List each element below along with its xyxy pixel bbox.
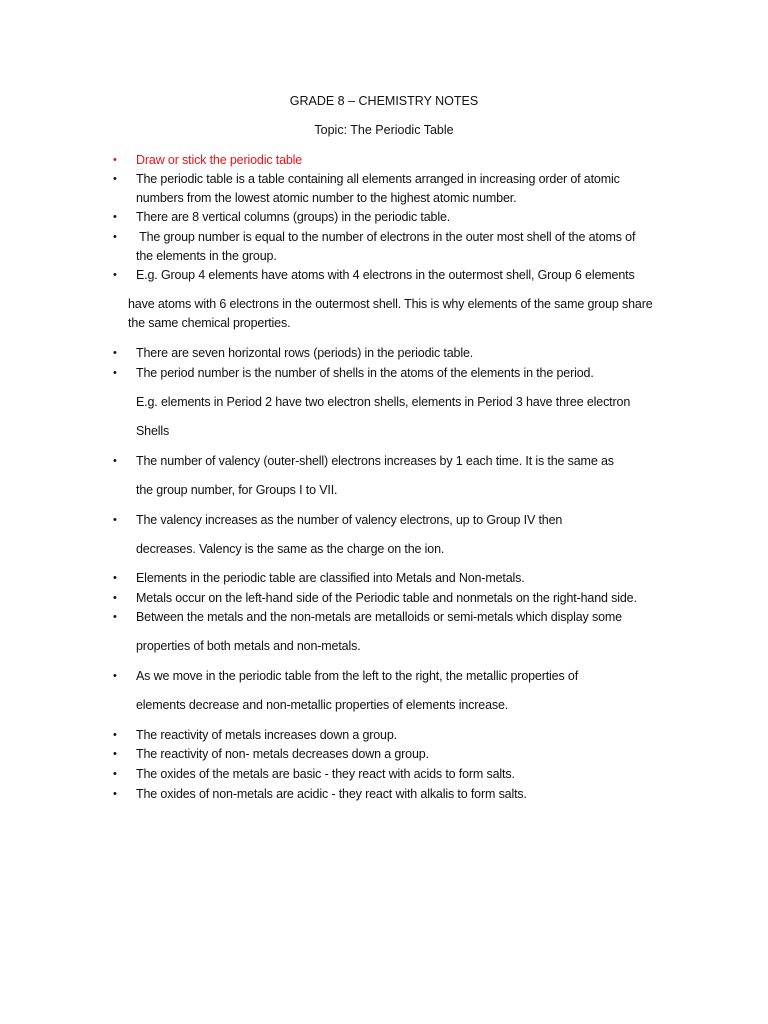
body-line-red: Draw or stick the periodic table [136, 153, 303, 167]
body-line: As we move in the periodic table from the left to the right, the metallic properties of [136, 669, 579, 683]
body-line: decreases. Valency is the same as the charge on the ion. [136, 542, 445, 556]
body-line: There are seven horizontal rows (periods) in the periodic table. [136, 346, 474, 360]
bullet-marker: • [113, 611, 117, 623]
body-line: Metals occur on the left-hand side of the Periodic table and nonmetals on the right-hand side. [136, 591, 637, 605]
bullet-marker: • [113, 173, 117, 185]
bullet-marker: • [113, 572, 117, 584]
body-line: the group number, for Groups I to VII. [136, 483, 338, 497]
body-line: Shells [136, 424, 170, 438]
body-line: elements decrease and non-metallic properties of elements increase. [136, 698, 509, 712]
bullet-marker: • [113, 768, 117, 780]
bullet-marker: • [113, 788, 117, 800]
bullet-marker: • [113, 729, 117, 741]
bullet-marker: • [113, 211, 117, 223]
body-line: There are 8 vertical columns (groups) in the periodic table. [136, 210, 451, 224]
body-line: Between the metals and the non-metals are metalloids or semi-metals which display some [136, 610, 622, 624]
body-line: The number of valency (outer-shell) electrons increases by 1 each time. It is the same as [136, 454, 614, 468]
bullet-marker: • [113, 592, 117, 604]
body-line: have atoms with 6 electrons in the outermost shell. This is why elements of the same group share [128, 297, 653, 311]
body-line: Elements in the periodic table are classified into Metals and Non-metals. [136, 571, 525, 585]
bullet-marker: • [113, 269, 117, 281]
body-line: The oxides of non-metals are acidic - they react with alkalis to form salts. [136, 787, 527, 801]
bullet-marker: • [113, 347, 117, 359]
body-line: The reactivity of non- metals decreases down a group. [136, 747, 429, 761]
body-line: The group number is equal to the number of electrons in the outer most shell of the atoms of [136, 230, 636, 244]
bullet-marker: • [113, 455, 117, 467]
body-line: The periodic table is a table containing all elements arranged in increasing order of atomic [136, 172, 620, 186]
body-line: numbers from the lowest atomic number to the highest atomic number. [136, 191, 517, 205]
body-line: E.g. elements in Period 2 have two electron shells, elements in Period 3 have three electron [136, 395, 631, 409]
body-line: E.g. Group 4 elements have atoms with 4 electrons in the outermost shell, Group 6 elements [136, 268, 635, 282]
bullet-marker: • [113, 670, 117, 682]
document-title: GRADE 8 – CHEMISTRY NOTES [289, 94, 479, 108]
document-topic: Topic: The Periodic Table [314, 123, 454, 137]
body-line: properties of both metals and non-metals. [136, 639, 361, 653]
body-line: the elements in the group. [136, 249, 277, 263]
body-line: the same chemical properties. [128, 316, 291, 330]
bullet-marker: • [113, 514, 117, 526]
body-line: The reactivity of metals increases down a group. [136, 728, 397, 742]
bullet-marker: • [113, 231, 117, 243]
bullet-marker: • [113, 154, 117, 166]
bullet-marker: • [113, 748, 117, 760]
body-line: The oxides of the metals are basic - they react with acids to form salts. [136, 767, 515, 781]
body-line: The valency increases as the number of valency electrons, up to Group IV then [136, 513, 563, 527]
bullet-marker: • [113, 367, 117, 379]
body-line: The period number is the number of shells in the atoms of the elements in the period. [136, 366, 594, 380]
